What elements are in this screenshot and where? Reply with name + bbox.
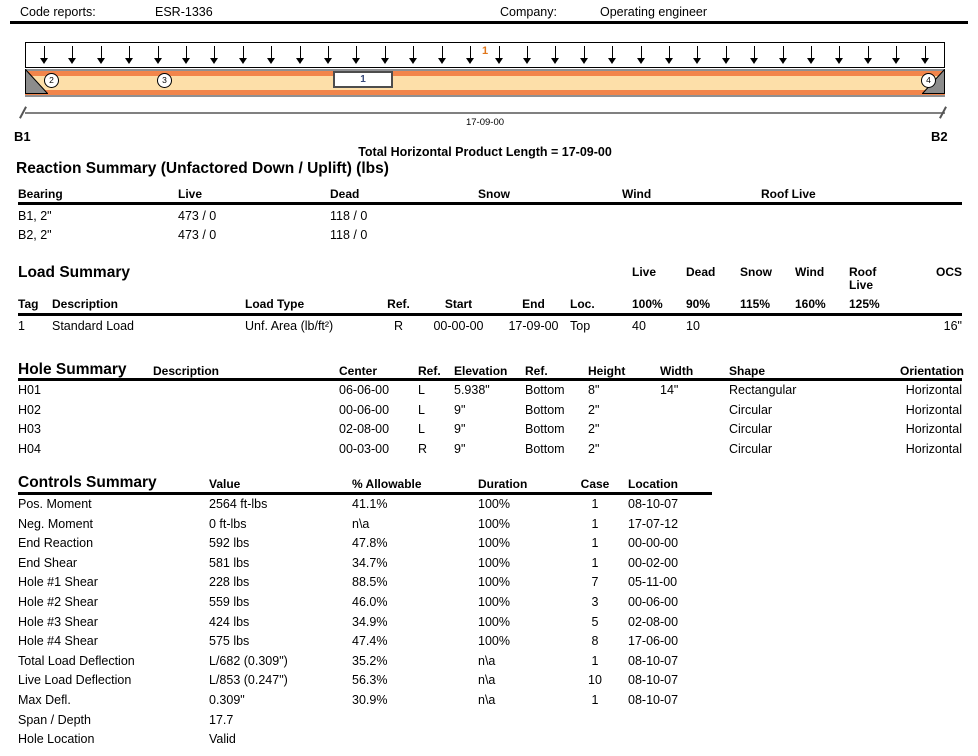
cell-ref: R xyxy=(418,441,428,456)
cell-load-type: Unf. Area (lb/ft²) xyxy=(245,318,334,333)
col-header: Snow xyxy=(740,265,772,279)
col-header: 100% xyxy=(632,297,663,311)
cell-center: 00-03-00 xyxy=(339,441,390,456)
cell-value: 559 lbs xyxy=(209,594,250,609)
controls-header-row xyxy=(209,478,962,491)
cell-allowable: 34.9% xyxy=(352,614,388,629)
cell-duration: n\a xyxy=(478,653,496,668)
cell-location: 00-00-00 xyxy=(628,536,679,551)
cell-allowable: 56.3% xyxy=(352,673,388,688)
cell-elevation: 9" xyxy=(454,441,466,456)
cell-value: 228 lbs xyxy=(209,575,250,590)
beam-marker-3: 3 xyxy=(157,73,172,88)
cell-hole-id: H03 xyxy=(18,422,41,437)
cell-allowable: 34.7% xyxy=(352,555,388,570)
cell-control: Max Defl. xyxy=(18,692,71,707)
cell-value: 575 lbs xyxy=(209,634,250,649)
cell-allowable: 47.8% xyxy=(352,536,388,551)
cell-duration: 100% xyxy=(478,575,510,590)
col-header: Description xyxy=(52,297,119,311)
col-header: Loc. xyxy=(570,297,595,311)
cell-location: 05-11-00 xyxy=(628,575,678,590)
cell-dead: 10 xyxy=(686,318,700,333)
col-header: Location xyxy=(628,477,678,491)
table-row xyxy=(18,228,962,248)
col-header: Ref. xyxy=(418,364,441,378)
col-header: Live xyxy=(178,187,203,201)
cell-bearing: B2, 2" xyxy=(18,228,52,243)
cell-shape: Circular xyxy=(729,441,773,456)
cell-hole-id: H04 xyxy=(18,441,41,456)
cell-control: Total Load Deflection xyxy=(18,653,135,668)
cell-ref2: Bottom xyxy=(525,402,565,417)
hole-rows xyxy=(18,383,962,461)
cell-value: 424 lbs xyxy=(209,614,250,629)
col-header: 90% xyxy=(686,297,711,311)
cell-location: 08-10-07 xyxy=(628,653,679,668)
cell-orientation: Horizontal xyxy=(905,441,962,456)
col-header: Shape xyxy=(729,364,766,378)
col-header: Center xyxy=(339,364,378,378)
dimension-text: 17-09-00 xyxy=(465,117,505,128)
cell-height: 2" xyxy=(588,422,600,437)
col-header: Roof Live xyxy=(849,265,877,292)
load-rows xyxy=(18,319,962,339)
company-label: Company: xyxy=(500,5,557,19)
cell-ref2: Bottom xyxy=(525,441,565,456)
col-header: End xyxy=(522,297,545,311)
col-header: Case xyxy=(580,477,610,491)
cell-ref: L xyxy=(418,422,425,437)
cell-shape: Circular xyxy=(729,422,773,437)
header-rule xyxy=(18,313,962,316)
col-header: Dead xyxy=(330,187,360,201)
table-row xyxy=(18,732,962,752)
beam-marker-2: 2 xyxy=(44,73,59,88)
controls-summary-title: Controls Summary xyxy=(18,474,157,491)
cell-value: 581 lbs xyxy=(209,555,250,570)
col-header: Bearing xyxy=(18,187,63,201)
beam-bottom-line xyxy=(25,95,945,97)
col-header: Dead xyxy=(686,265,716,279)
cell-case: 5 xyxy=(591,614,599,629)
cell-location: 08-10-07 xyxy=(628,692,679,707)
bearing-b2-label: B2 xyxy=(931,129,948,144)
cell-loc: Top xyxy=(570,318,591,333)
reaction-header-row xyxy=(18,188,962,201)
col-header: Snow xyxy=(478,187,510,201)
load-summary-table xyxy=(18,298,962,338)
cell-allowable: 30.9% xyxy=(352,692,388,707)
cell-ref2: Bottom xyxy=(525,422,565,437)
cell-shape: Rectangular xyxy=(729,383,797,397)
code-reports-value: ESR-1336 xyxy=(155,5,213,19)
col-header: Description xyxy=(153,364,220,378)
cell-dead: 118 / 0 xyxy=(330,228,368,243)
table-row xyxy=(18,319,962,339)
beam-marker-4: 4 xyxy=(921,73,936,88)
cell-duration: 100% xyxy=(478,634,510,649)
cell-location: 00-02-00 xyxy=(628,555,679,570)
col-header: % Allowable xyxy=(352,477,422,491)
col-header: Orientation xyxy=(900,364,965,378)
header-rule xyxy=(18,492,712,495)
cell-duration: 100% xyxy=(478,536,510,551)
cell-allowable: 47.4% xyxy=(352,634,388,649)
col-header: OCS xyxy=(935,265,962,279)
cell-start: 00-00-00 xyxy=(433,318,484,333)
col-header: Ref. xyxy=(387,297,410,311)
cell-elevation: 9" xyxy=(454,422,466,437)
cell-hole-id: H01 xyxy=(18,383,41,397)
dimension-line xyxy=(25,112,945,114)
bearing-b1-label: B1 xyxy=(14,129,31,144)
cell-control: End Shear xyxy=(18,555,78,570)
reaction-summary-title: Reaction Summary (Unfactored Down / Uplift) (lbs) xyxy=(16,160,389,177)
cell-hole-id: H02 xyxy=(18,402,41,417)
col-header: Ref. xyxy=(525,364,548,378)
cell-height: 2" xyxy=(588,402,600,417)
cell-live: 473 / 0 xyxy=(178,228,217,243)
cell-control: Hole #2 Shear xyxy=(18,594,98,609)
col-header: Live xyxy=(632,265,657,279)
cell-control: End Reaction xyxy=(18,536,94,551)
col-header: Roof Live xyxy=(761,187,816,201)
hole-header-row xyxy=(153,364,965,378)
cell-control: Hole #1 Shear xyxy=(18,575,98,590)
col-header: Height xyxy=(588,364,626,378)
table-row xyxy=(18,634,962,654)
reaction-summary-table xyxy=(18,188,962,248)
cell-orientation: Horizontal xyxy=(905,383,962,397)
header-rule xyxy=(18,378,962,381)
cell-location: 02-08-00 xyxy=(628,614,679,629)
cell-case: 1 xyxy=(591,653,599,668)
cell-ref: R xyxy=(393,318,404,333)
cell-duration: 100% xyxy=(478,594,510,609)
cell-value: 0.309" xyxy=(209,692,245,707)
cell-value: L/853 (0.247") xyxy=(209,673,288,688)
cell-live: 40 xyxy=(632,318,646,333)
cell-control: Hole #4 Shear xyxy=(18,634,98,649)
col-header: Duration xyxy=(478,477,528,491)
reaction-rows xyxy=(18,209,962,248)
cell-end: 17-09-00 xyxy=(508,318,559,333)
cell-orientation: Horizontal xyxy=(905,422,962,437)
cell-value: L/682 (0.309") xyxy=(209,653,288,668)
col-header: Load Type xyxy=(245,297,305,311)
cell-duration: 100% xyxy=(478,497,510,511)
cell-case: 10 xyxy=(588,673,602,688)
cell-value: 0 ft-lbs xyxy=(209,516,247,531)
cell-allowable: 41.1% xyxy=(352,497,388,511)
col-header: Tag xyxy=(18,297,39,311)
cell-orientation: Horizontal xyxy=(905,402,962,417)
table-row xyxy=(18,517,962,537)
cell-elevation: 9" xyxy=(454,402,466,417)
table-row xyxy=(18,693,962,713)
cell-value: 17.7 xyxy=(209,712,234,727)
table-row xyxy=(18,615,962,635)
cell-dead: 118 / 0 xyxy=(330,208,368,223)
header-rule xyxy=(18,202,962,205)
cell-height: 8" xyxy=(588,383,600,397)
cell-center: 00-06-00 xyxy=(339,402,390,417)
col-header: 115% xyxy=(740,297,771,311)
table-row xyxy=(18,536,962,556)
table-row xyxy=(18,442,962,462)
col-header: 125% xyxy=(849,297,880,311)
cell-case: 1 xyxy=(591,516,599,531)
cell-control: Live Load Deflection xyxy=(18,673,132,688)
cell-location: 08-10-07 xyxy=(628,673,679,688)
cell-shape: Circular xyxy=(729,402,773,417)
cell-ref2: Bottom xyxy=(525,383,565,397)
cell-case: 8 xyxy=(591,634,599,649)
cell-control: Hole #3 Shear xyxy=(18,614,98,629)
cell-allowable: 35.2% xyxy=(352,653,388,668)
cell-location: 08-10-07 xyxy=(628,497,679,511)
table-row xyxy=(18,422,962,442)
total-length-text: Total Horizontal Product Length = 17-09-00 xyxy=(358,145,612,159)
col-header: Elevation xyxy=(454,364,508,378)
hole-1-marker: 1 xyxy=(333,71,393,88)
cell-center: 02-08-00 xyxy=(339,422,390,437)
cell-location: 00-06-00 xyxy=(628,594,679,609)
cell-location: 17-07-12 xyxy=(628,516,679,531)
col-header: Value xyxy=(209,477,241,491)
cell-ref: L xyxy=(418,383,425,397)
load-summary-title: Load Summary xyxy=(18,264,130,281)
cell-ocs: 16" xyxy=(943,318,962,333)
table-row xyxy=(18,713,962,733)
col-header: Width xyxy=(660,364,694,378)
cell-control: Pos. Moment xyxy=(18,497,92,511)
hole-summary-title: Hole Summary xyxy=(18,361,127,378)
cell-duration: 100% xyxy=(478,614,510,629)
col-header: Start xyxy=(444,297,473,311)
header-rule xyxy=(10,21,968,24)
cell-case: 1 xyxy=(591,555,599,570)
table-row xyxy=(18,209,962,229)
cell-case: 1 xyxy=(591,497,599,511)
code-reports-label: Code reports: xyxy=(20,5,96,19)
cell-bearing: B1, 2" xyxy=(18,208,52,223)
cell-case: 7 xyxy=(591,575,599,590)
cell-duration: 100% xyxy=(478,516,510,531)
cell-control: Span / Depth xyxy=(18,712,91,727)
cell-center: 06-06-00 xyxy=(339,383,390,397)
cell-allowable: 46.0% xyxy=(352,594,388,609)
cell-value: 2564 ft-lbs xyxy=(209,497,268,511)
cell-control: Neg. Moment xyxy=(18,516,94,531)
load-header-row xyxy=(18,298,962,311)
cell-ref: L xyxy=(418,402,425,417)
cell-control: Hole Location xyxy=(18,732,95,747)
table-row xyxy=(18,673,962,693)
cell-elevation: 5.938" xyxy=(454,383,490,397)
cell-allowable: n\a xyxy=(352,516,370,531)
cell-case: 3 xyxy=(591,594,599,609)
col-header xyxy=(903,298,962,311)
company-value: Operating engineer xyxy=(600,5,708,19)
cell-duration: n\a xyxy=(478,692,496,707)
controls-rows xyxy=(18,497,962,752)
cell-width: 14" xyxy=(660,383,679,397)
table-row xyxy=(18,595,962,615)
cell-description: Standard Load xyxy=(52,318,135,333)
cell-duration: 100% xyxy=(478,555,510,570)
table-row xyxy=(18,383,962,403)
col-header: 160% xyxy=(795,297,826,311)
col-header: Wind xyxy=(622,187,652,201)
col-header: Wind xyxy=(795,265,825,279)
load-top-header-row xyxy=(632,266,962,292)
cell-case: 1 xyxy=(591,692,599,707)
table-row xyxy=(18,497,962,517)
cell-value: Valid xyxy=(209,732,236,747)
cell-live: 473 / 0 xyxy=(178,208,217,223)
cell-allowable: 88.5% xyxy=(352,575,388,590)
table-row xyxy=(18,575,962,595)
cell-tag: 1 xyxy=(18,318,25,333)
table-row xyxy=(18,403,962,423)
cell-height: 2" xyxy=(588,441,600,456)
cell-duration: n\a xyxy=(478,673,496,688)
table-row xyxy=(18,556,962,576)
load-tag-label: 1 xyxy=(481,45,489,57)
cell-location: 17-06-00 xyxy=(628,634,679,649)
cell-value: 592 lbs xyxy=(209,536,250,551)
table-row xyxy=(18,654,962,674)
cell-case: 1 xyxy=(591,536,599,551)
